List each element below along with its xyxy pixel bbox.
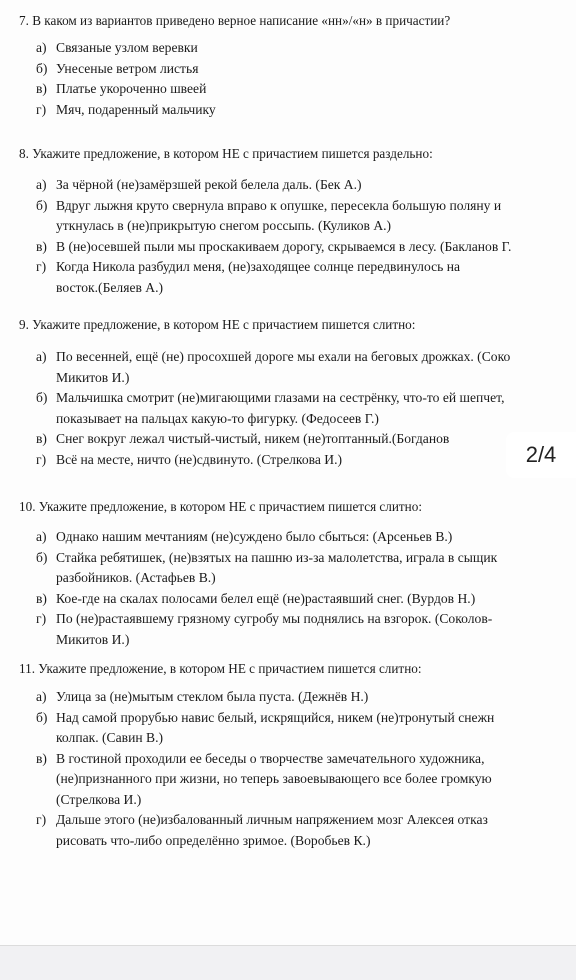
option-v: в) В гостиной проходили ее беседы о творчестве замечательного художника, (не)признанного при жизни, но теперь завоевывающего все более громкую (Стрелкова И.): [36, 750, 492, 807]
option-v: в) Кое-где на скалах полосами белел ещё (не)растаявший снег. (Вурдов Н.): [36, 590, 476, 606]
option-a: а) Однако нашим мечтаниям (не)суждено было сбыться: (Арсеньев В.): [36, 529, 453, 544]
option-a: а) За чёрной (не)замёрзшей рекой белела даль. (Бек А.): [36, 177, 362, 192]
option-b: б) Над самой прорубью навис белый, искрящийся, никем (не)тронутый снежн колпак. (Савин В.): [36, 709, 495, 745]
option-g: г) Когда Никола разбудил меня, (не)заходящее солнце передвинулось на восток.(Беляев А.): [36, 259, 461, 295]
option-b: б) Мальчишка смотрит (не)мигающими глазами на сестрёнку, что-то ей шепчет, показывает на пальцах какую-то фигурку. (Федосеев Г.): [36, 390, 505, 426]
question-title: 11. Укажите предложение, в котором НЕ с причастием пишется слитно:: [19, 661, 422, 676]
question-9: [0, 317, 576, 470]
option-v: в) Платье укороченно швеей: [36, 81, 207, 96]
question-title: 10. Укажите предложение, в котором НЕ с причастием пишется слитно:: [19, 499, 423, 514]
page-indicator: 2/4: [506, 432, 576, 478]
option-g: г) По (не)растаявшему грязному сугробу мы поднялись на взгорок. (Соколов- Микитов И.): [36, 611, 493, 647]
option-v: в) Снег вокруг лежал чистый-чистый, никем (не)топтанный.(Богданов: [36, 431, 450, 446]
option-a: а) Улица за (не)мытым стеклом была пуста. (Дежнёв Н.): [36, 689, 369, 704]
question-10: [0, 499, 576, 650]
question-8: [0, 146, 576, 298]
option-a: а) По весенней, ещё (не) просохшей дороге мы ехали на беговых дрожках. (Соко Микитов И.): [36, 349, 511, 385]
option-g: г) Всё на месте, ничто (не)сдвинуто. (Стрелкова И.): [36, 451, 343, 467]
bottom-bar: [0, 945, 576, 980]
option-g: г) Дальше этого (не)избалованный личным напряжением мозг Алексея отказ рисовать что-либо определённо зримое. (Воробьев К.): [36, 812, 488, 848]
question-7: [0, 13, 576, 120]
question-title: 9. Укажите предложение, в котором НЕ с причастием пишется слитно:: [19, 317, 416, 332]
question-title: 8. Укажите предложение, в котором НЕ с причастием пишется раздельно:: [19, 146, 433, 161]
question-11: [0, 661, 576, 851]
option-a: а) Связаные узлом веревки: [36, 40, 198, 55]
question-title: 7. В каком из вариантов приведено верное написание «нн»/«н» в причастии?: [19, 13, 451, 28]
option-b: б) Унесеные ветром листья: [36, 60, 199, 76]
option-g: г) Мяч, подаренный мальчику: [36, 101, 216, 117]
option-b: б) Стайка ребятишек, (не)взятых на пашню из-за малолетства, играла в сыщик разбойников. (Астафьев В.): [36, 549, 498, 585]
option-b: б) Вдруг лыжня круто свернула вправо к опушке, пересекла большую поляну и уткнулась в (не)прикрытую снегом россыпь. (Куликов А.): [36, 197, 502, 233]
option-v: в) В (не)осевшей пыли мы проскакиваем дорогу, скрываемся в лесу. (Бакланов Г.: [36, 238, 512, 254]
